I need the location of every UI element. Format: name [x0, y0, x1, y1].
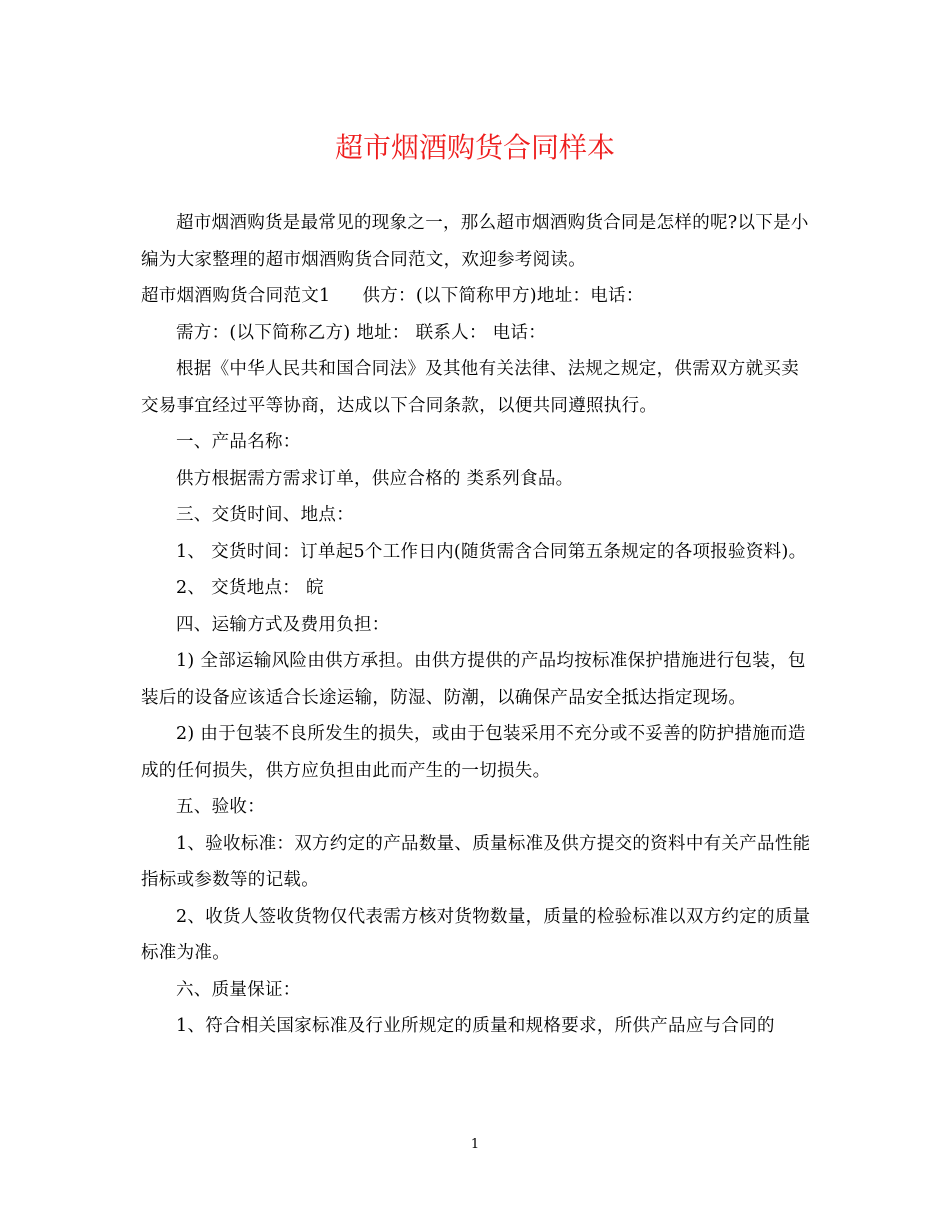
- preamble-paragraph: 根据《中华人民共和国合同法》及其他有关法律、法规之规定，供需双方就买卖交易事宜经过平等协商，达成以下合同条款，以便共同遵照执行。: [141, 359, 799, 416]
- sample-heading-row: [141, 278, 811, 315]
- buyer-line: 需方：(以下简称乙方) 地址： 联系人： 电话：: [176, 322, 547, 343]
- section-3-title: 三、交货时间、地点：: [176, 505, 354, 525]
- section-4-item-1: 1) 全部运输风险由供方承担。由供方提供的产品均按标准保护措施进行包装，包装后的设备应该适合长途运输，防湿、防潮，以确保产品安全抵达指定现场。: [141, 651, 806, 708]
- section-4-item-2: 2) 由于包装不良所发生的损失，或由于包装采用不充分或不妥善的防护措施而造成的任何损失，供方应负担由此而产生的一切损失。: [141, 724, 806, 781]
- section-1-title: 一、产品名称：: [176, 432, 301, 452]
- supplier-line: 供方：(以下简称甲方)地址：电话：: [362, 286, 644, 306]
- section-4-title: 四、运输方式及费用负担：: [176, 614, 390, 635]
- section-5-item-1: 1、验收标准：双方约定的产品数量、质量标准及供方提交的资料中有关产品性能指标或参数等的记载。: [141, 833, 811, 890]
- document-body: [141, 205, 811, 1045]
- section-1-text: 供方根据需方需求订单，供应合格的 类系列食品。: [176, 468, 574, 489]
- section-6-item-1: 1、符合相关国家标准及行业所规定的质量和规格要求，所供产品应与合同的: [176, 1016, 775, 1036]
- section-3-item-2: 2、 交货地点： 皖: [176, 578, 324, 598]
- section-6-title: 六、质量保证：: [176, 979, 301, 1000]
- section-3-item-1: 1、 交货时间：订单起5个工作日内(随货需含合同第五条规定的各项报验资料)。: [176, 541, 807, 562]
- section-5-item-2: 2、收货人签收货物仅代表需方核对货物数量，质量的检验标准以双方约定的质量标准为准。: [141, 906, 811, 963]
- document-title: 超市烟酒购货合同样本: [334, 131, 615, 164]
- page-number: 1: [470, 1137, 480, 1152]
- intro-paragraph: 超市烟酒购货是最常见的现象之一，那么超市烟酒购货合同是怎样的呢?以下是小编为大家整理的超市烟酒购货合同范文，欢迎参考阅读。: [141, 213, 809, 270]
- section-5-title: 五、验收：: [176, 797, 265, 817]
- sample-heading: 超市烟酒购货合同范文1: [141, 286, 331, 306]
